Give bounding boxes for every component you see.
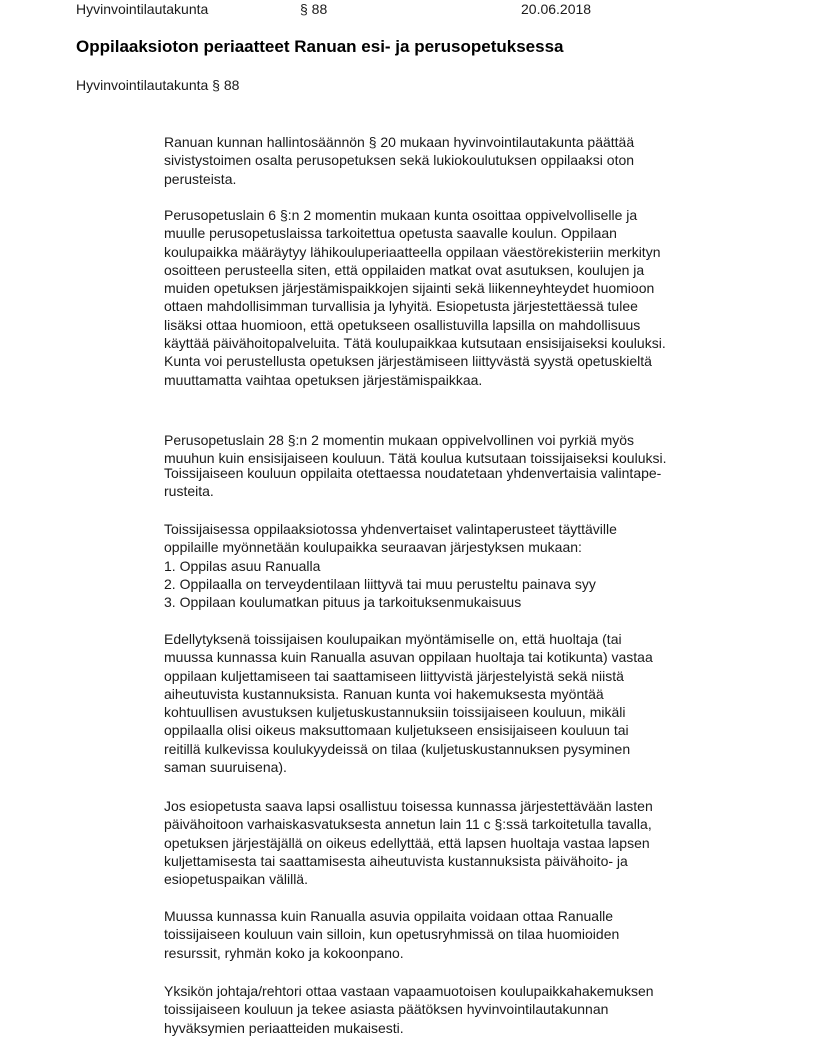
paragraph <box>164 907 619 962</box>
document-subtitle: Hyvinvointilautakunta § 88 <box>76 77 240 93</box>
paragraph-line: 1. Oppilas asuu Ranualla <box>164 557 321 574</box>
paragraph-line: oppilaan kuljettamiseen tai saattamiseen liittyvistä järjestelyistä sekä niistä <box>164 667 624 684</box>
paragraph-line: Kunta voi perustellusta opetuksen järjestämiseen liittyvästä syystä opetuskieltä <box>164 353 652 370</box>
paragraph <box>164 520 617 611</box>
paragraph <box>164 133 634 188</box>
paragraph <box>164 431 666 468</box>
paragraph-line: aiheutuvista kustannuksista. Ranuan kunta voi hakemuksesta myöntää <box>164 685 604 702</box>
paragraph <box>164 206 666 389</box>
document-title: Oppilaaksioton periaatteet Ranuan esi- ja perusopetuksessa <box>76 37 564 56</box>
paragraph-line: koulupaikka määräytyy lähikouluperiaatteella oppilaan väestörekisteriin merkityn <box>164 243 661 260</box>
paragraph <box>164 464 661 501</box>
paragraph-line: esiopetuspaikan välillä. <box>164 871 308 888</box>
paragraph <box>164 630 653 776</box>
paragraph-line: reitillä kulkevissa koulukyydeissä on tilaa (kuljetuskustannuksen pysyminen <box>164 740 631 757</box>
paragraph-line: oppilaalla olisi oikeus maksuttomaan kuljetukseen ensisijaiseen kouluun tai <box>164 722 629 739</box>
paragraph-line: 2. Oppilaalla on terveydentilaan liittyvä tai muu perusteltu painava syy <box>164 575 596 592</box>
paragraph-line: Perusopetuslain 6 §:n 2 momentin mukaan kunta osoittaa oppivelvolliselle ja <box>164 207 638 223</box>
header-board: Hyvinvointilautakunta <box>76 1 209 17</box>
paragraph-line: kuljettamisesta tai saattamisesta aiheutuvista kustannuksista päivähoito- ja <box>164 852 628 869</box>
paragraph-line: 3. Oppilaan koulumatkan pituus ja tarkoituksenmukaisuus <box>164 594 522 611</box>
paragraph-line: sivistystoimen osalta perusopetuksen sekä lukiokoulutuksen oppilaaksi oton <box>164 152 635 169</box>
paragraph-line: Perusopetuslain 28 §:n 2 momentin mukaan oppivelvollinen voi pyrkiä myös <box>164 432 635 448</box>
paragraph <box>164 797 653 888</box>
paragraph-line: lisäksi ottaa huomioon, että opetukseen osallistuvilla lapsilla on mahdollisuus <box>164 316 641 333</box>
paragraph-line: hyväksymien periaatteiden mukaisesti. <box>164 1019 404 1036</box>
paragraph-line: muussa kunnassa kuin Ranualla asuvan oppilaan huoltaja tai kotikunta) vastaa <box>164 649 653 666</box>
paragraph-line: rusteita. <box>164 483 214 500</box>
paragraph-line: toissijaiseen kouluun ja tekee asiasta päätöksen hyvinvointilautakunnan <box>164 1001 609 1018</box>
paragraph-line: muuhun kuin ensisijaiseen kouluun. Tätä koulua kutsutaan toissijaiseksi kouluksi. <box>164 450 667 467</box>
paragraph-line: päivähoitoon varhaiskasvatuksesta annetun lain 11 c §:ssä tarkoitetulla tavalla, <box>164 816 652 833</box>
paragraph-line: saman suuruisena). <box>164 759 287 776</box>
paragraph-line: Toissijaiseen kouluun oppilaita otettaessa noudatetaan yhdenvertaisia valintape- <box>164 465 662 481</box>
header-date: 20.06.2018 <box>521 1 592 17</box>
paragraph <box>164 982 654 1037</box>
paragraph-line: Ranuan kunnan hallintosäännön § 20 mukaan hyvinvointilautakunta päättää <box>164 134 635 150</box>
paragraph-line: Muussa kunnassa kuin Ranualla asuvia oppilaita voidaan ottaa Ranualle <box>164 908 614 924</box>
paragraph-line: kohtuullisen avustuksen kuljetuskustannuksiin toissijaiseen kouluun, mikäli <box>164 704 626 721</box>
paragraph-line: opetuksen järjestäjällä on oikeus edellyttää, että lapsen huoltaja vastaa lapsen <box>164 834 650 851</box>
paragraph-line: osoitteen perusteella siten, että oppilaiden matkat ovat asutuksen, koulujen ja <box>164 261 645 278</box>
paragraph-line: muulle perusopetuslaissa tarkoitettua opetusta saavalle koulun. Oppilaan <box>164 225 617 242</box>
paragraph-line: toissijaiseen kouluun vain silloin, kun opetusryhmissä on tilaa huomioiden <box>164 926 620 943</box>
paragraph-line: muiden opetuksen järjestämispaikkojen sijainti sekä liikenneyhteydet huomioon <box>164 280 655 297</box>
paragraph-line: resurssit, ryhmän koko ja kokoonpano. <box>164 944 404 961</box>
paragraph-line: Yksikön johtaja/rehtori ottaa vastaan vapaamuotoisen koulupaikkahakemuksen <box>164 983 654 999</box>
paragraph-line: ottaen mahdollisimman turvallisia ja lyhyitä. Esiopetusta järjestettäessä tulee <box>164 298 638 315</box>
header-section: § 88 <box>300 1 328 17</box>
paragraph-line: Toissijaisessa oppilaaksiotossa yhdenvertaiset valintaperusteet täyttäville <box>164 521 617 537</box>
paragraph-line: Jos esiopetusta saava lapsi osallistuu toisessa kunnassa järjestettävään lasten <box>164 798 653 814</box>
paragraph-line: oppilaille myönnetään koulupaikka seuraavan järjestyksen mukaan: <box>164 539 582 556</box>
paragraph-line: Edellytyksenä toissijaisen koulupaikan myöntämiselle on, että huoltaja (tai <box>164 631 622 647</box>
paragraph-line: käyttää päivähoitopalveluita. Tätä koulupaikkaa kutsutaan ensisijaiseksi kouluksi. <box>164 335 666 352</box>
paragraph-line: muuttamatta vaihtaa opetuksen järjestämispaikkaa. <box>164 371 483 388</box>
paragraph-line: perusteista. <box>164 170 237 187</box>
